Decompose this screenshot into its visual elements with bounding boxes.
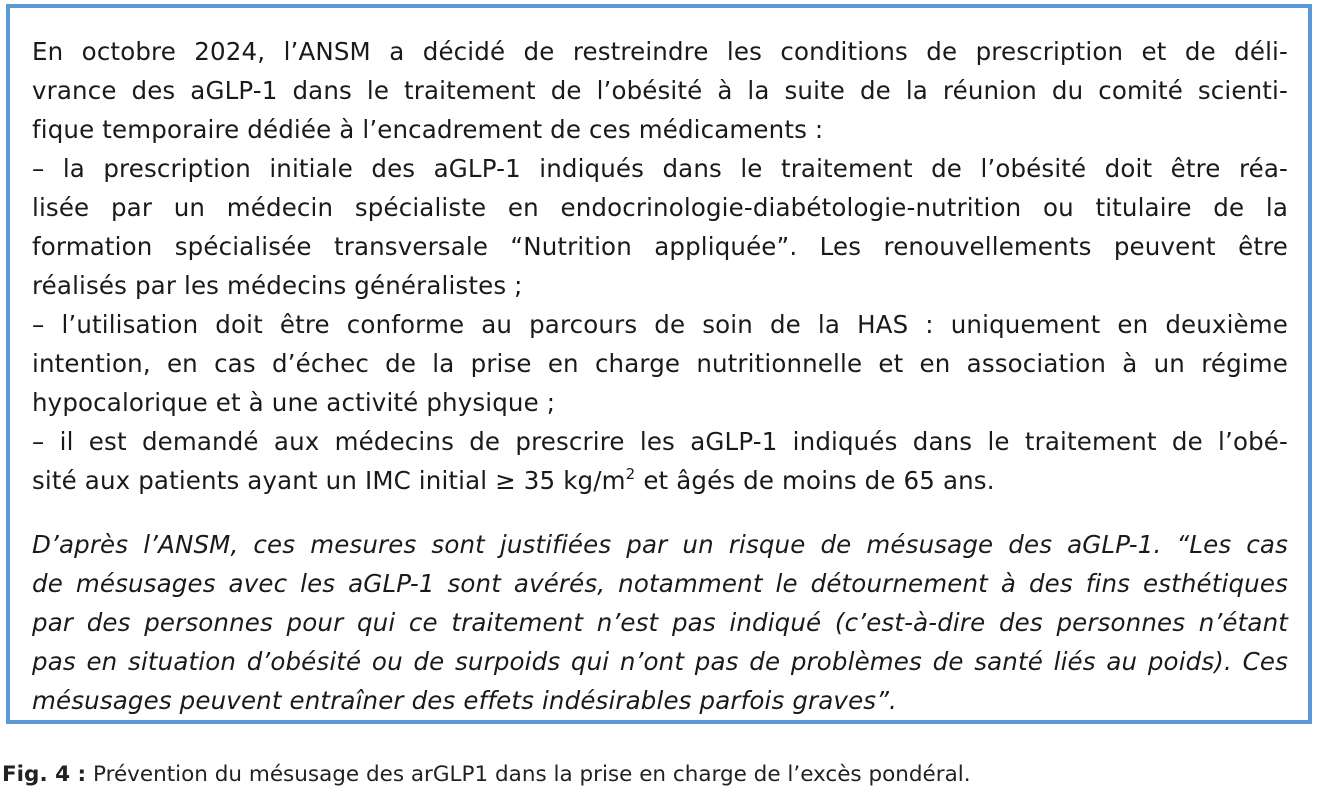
superscript-2: 2 bbox=[625, 465, 636, 483]
italic-line: pas en situation d’obésité ou de surpoids qui n’ont pas de problèmes de santé liés au poids). Ces bbox=[32, 647, 1288, 676]
text-line: formation spécialisée transversale “Nutrition appliquée”. Les renouvellements peuvent être bbox=[32, 232, 1288, 261]
italic-line: D’après l’ANSM, ces mesures sont justifiées par un risque de mésusage des aGLP-1. “Les cas bbox=[32, 530, 1288, 559]
italic-line: par des personnes pour qui ce traitement n’est pas indiqué (c’est-à-dire des personnes n’étant bbox=[32, 608, 1288, 637]
text-line: lisée par un médecin spécialiste en endocrinologie-diabétologie-nutrition ou titulaire de la bbox=[32, 193, 1288, 222]
text-line: réalisés par les médecins généralistes ; bbox=[32, 271, 523, 300]
text-line: – il est demandé aux médecins de prescrire les aGLP-1 indiqués dans le traitement de l’obé- bbox=[32, 427, 1288, 456]
figure-label: Fig. 4 : bbox=[2, 762, 87, 787]
italic-line: mésusages peuvent entraîner des effets indésirables parfois graves”. bbox=[32, 686, 897, 715]
figure-caption bbox=[2, 761, 971, 789]
imc-text-end: et âgés de moins de 65 ans. bbox=[635, 466, 995, 495]
italic-line: de mésusages avec les aGLP-1 sont avérés, notamment le détournement à des fins esthétiques bbox=[32, 569, 1288, 598]
text-line: – la prescription initiale des aGLP-1 indiqués dans le traitement de l’obésité doit être réa- bbox=[32, 154, 1288, 183]
figure-caption-text: Prévention du mésusage des arGLP1 dans la prise en charge de l’excès pondéral. bbox=[86, 762, 971, 787]
text-line: vrance des aGLP-1 dans le traitement de l’obésité à la suite de la réunion du comité scienti- bbox=[32, 76, 1288, 105]
imc-text: sité aux patients ayant un IMC initial ≥ 35 kg/m bbox=[32, 466, 626, 495]
text-line: hypocalorique et à une activité physique ; bbox=[32, 388, 556, 417]
text-box bbox=[6, 4, 1312, 724]
text-line: intention, en cas d’échec de la prise en charge nutritionnelle et en association à un régime bbox=[32, 349, 1288, 378]
ansm-quote-paragraph bbox=[32, 525, 1288, 720]
text-line: – l’utilisation doit être conforme au parcours de soin de la HAS : uniquement en deuxième bbox=[32, 310, 1288, 339]
text-line-imc bbox=[32, 461, 1288, 500]
text-line: En octobre 2024, l’ANSM a décidé de restreindre les conditions de prescription et de déli- bbox=[32, 37, 1288, 66]
main-paragraph bbox=[32, 32, 1288, 500]
text-line: fique temporaire dédiée à l’encadrement de ces médicaments : bbox=[32, 115, 824, 144]
